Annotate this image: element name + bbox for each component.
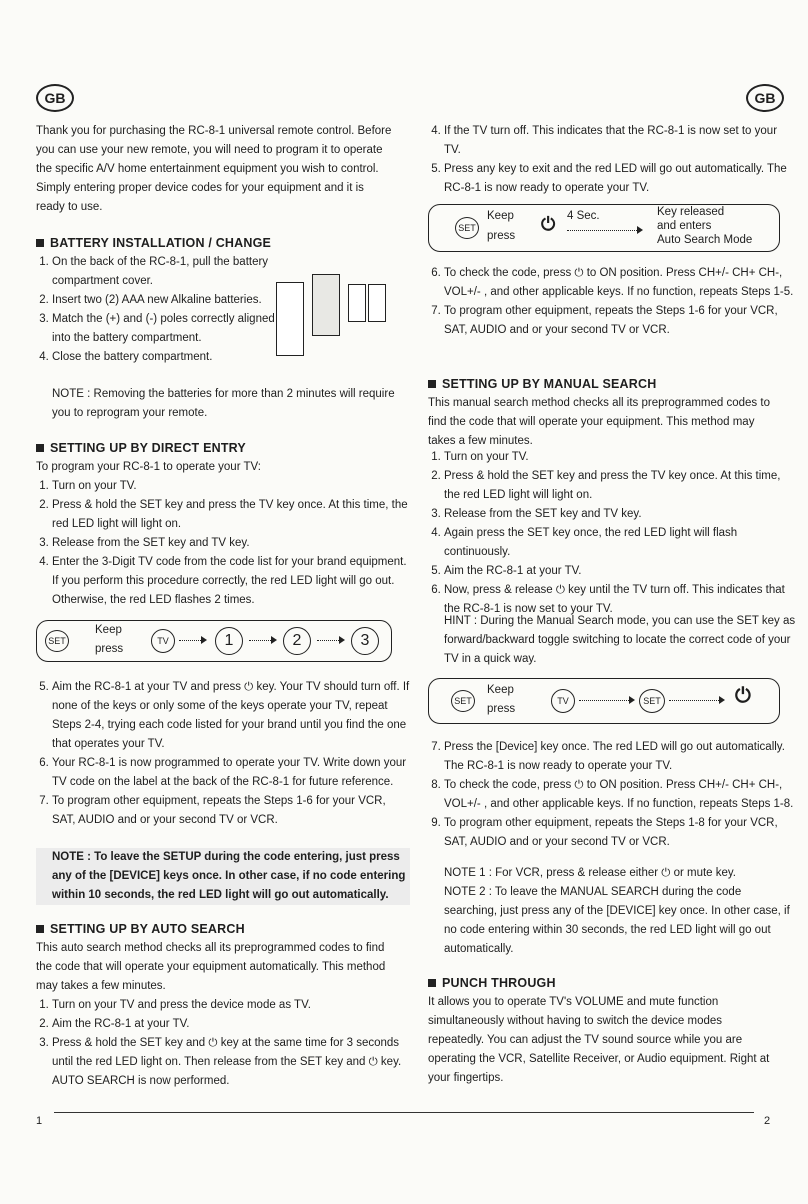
arrow-icon [669,700,723,701]
seconds-label: 4 Sec. [567,210,600,222]
list-item: 8. To check the code, press ⏻ to ON position. Press CH+/- CH+ CH-, VOL+/- , and other applicable keys. If no function, repeats Steps 1-8. [444,776,796,814]
press-label: press [487,703,516,715]
set-key-icon: SET [451,690,475,712]
battery-illustration [276,260,391,365]
arrow-icon [579,700,633,701]
note-1: NOTE 1 : For VCR, press & release either ⏻ or mute key. [444,867,737,879]
manual-steps [428,448,796,619]
manual-search-diagram [428,678,780,724]
set-key-icon: SET [639,689,665,713]
list-item: 1. Turn on your TV and press the device mode as TV. [52,996,410,1015]
list-item: 3. Press & hold the SET key and ⏻ key at the same time for 3 seconds until the red LED light on. Then release from the SET key and ⏻ key. AUTO SEARCH is now performed. [52,1034,410,1091]
enters-label: and enters [657,220,712,232]
keep-label: Keep [95,624,122,636]
set-key-icon: SET [45,630,69,652]
punch-text: It allows you to operate TV's VOLUME and mute function simultaneously without having to switch the device modes repeatedly. You can adjust the TV sound source while you are operating the VCR, Satellite Receiver, or Audio equipment. Right at your fingertips. [428,996,770,1084]
auto-search-mode-label: Auto Search Mode [657,234,753,246]
direct-steps-cont [36,678,410,830]
gb-badge-right: GB [746,84,784,112]
list-item: 3. Release from the SET key and TV key. [52,534,410,553]
direct-intro: To program your RC-8-1 to operate your TV: [36,461,261,473]
list-item: 4. Close the battery compartment. [52,348,282,367]
manual-intro: This manual search method checks all its preprogrammed codes to find the code that will operate your equipment. This method may takes a few minutes. [428,397,770,447]
arrow-icon [249,640,275,641]
manual-steps-cont [428,738,796,852]
battery-heading: BATTERY INSTALLATION / CHANGE [36,234,394,253]
arrow-icon [567,230,641,231]
auto-steps-cont2 [428,264,796,340]
list-item: 6. Your RC-8-1 is now programmed to operate your TV. Write down your TV code on the label at the back of the RC-8-1 for future reference. [52,754,410,792]
list-item: 3. Release from the SET key and TV key. [444,505,796,524]
list-item: 4. Enter the 3-Digit TV code from the code list for your brand equipment. If you perform this procedure correctly, the red LED light will go out. Otherwise, the red LED flashes 2 times. [52,553,410,610]
list-item: 1. Turn on your TV. [52,477,410,496]
list-item: 6. To check the code, press ⏻ to ON position. Press CH+/- CH+ CH-, VOL+/- , and other applicable keys. If no function, repeats Steps 1-5. [444,264,796,302]
list-item: 7. To program other equipment, repeats the Steps 1-6 for your VCR, SAT, AUDIO and or your second TV or VCR. [444,302,796,340]
list-item: 7. To program other equipment, repeats the Steps 1-6 for your VCR, SAT, AUDIO and or your second TV or VCR. [52,792,410,830]
list-item: 3. Match the (+) and (-) poles correctly aligned into the battery compartment. [52,310,282,348]
page-number-left: 1 [36,1115,43,1127]
list-item: 6. Now, press & release ⏻ key until the TV turn off. This indicates that the RC-8-1 is now set to your TV. [444,581,796,619]
auto-search-diagram [428,204,780,252]
battery-steps [36,253,282,367]
direct-steps [36,477,410,610]
list-item: 2. Press & hold the SET key and press the TV key once. At this time, the red LED light will light on. [444,467,796,505]
digit-1-icon: 1 [215,627,243,655]
keep-label: Keep [487,210,514,222]
arrow-icon [179,640,205,641]
page-number-right: 2 [764,1115,771,1127]
tv-key-icon: TV [551,689,575,713]
auto-steps [36,996,410,1091]
direct-entry-diagram [36,620,392,662]
auto-intro: This auto search method checks all its preprogrammed codes to find the code that will operate your equipment automatically. This method may takes a few minutes. [36,942,386,992]
list-item: 9. To program other equipment, repeats the Steps 1-8 for your VCR, SAT, AUDIO and or your second TV or VCR. [444,814,796,852]
auto-steps-cont [428,122,796,198]
list-item: 5. Aim the RC-8-1 at your TV. [444,562,796,581]
press-label: press [95,643,124,655]
punch-heading: PUNCH THROUGH [428,974,780,993]
list-item: 1. On the back of the RC-8-1, pull the battery compartment cover. [52,253,282,291]
note-2: NOTE 2 : To leave the MANUAL SEARCH during the code searching, just press any of the [DEVICE] key once. In other case, if no code entering within 30 seconds, the red LED light will go out automatically. [444,886,790,955]
power-icon: ⏻ [541,214,556,234]
direct-note: NOTE : To leave the SETUP during the code entering, just press any of the [DEVICE] keys once. In other case, if no code entering within 10 seconds, the red LED light will go out automatically. [36,848,410,905]
digit-3-icon: 3 [351,627,379,655]
list-item: 2. Aim the RC-8-1 at your TV. [52,1015,410,1034]
power-icon: ⏻ [735,685,751,707]
list-item: 5. Press any key to exit and the red LED will go out automatically. The RC-8-1 is now ready to operate your TV. [444,160,796,198]
list-item: 2. Press & hold the SET key and press the TV key once. At this time, the red LED light will light on. [52,496,410,534]
list-item: 7. Press the [Device] key once. The red LED will go out automatically. The RC-8-1 is now ready to operate your TV. [444,738,796,776]
tv-key-icon: TV [151,629,175,653]
intro-text: Thank you for purchasing the RC-8-1 universal remote control. Before you can use your new remote, you will need to program it to operate the specific A/V home entertainment equipment you wish to control. Simply entering proper device codes for your equipment and it is ready to use. [36,125,392,213]
gb-badge-left: GB [36,84,74,112]
digit-2-icon: 2 [283,627,311,655]
battery-note: NOTE : Removing the batteries for more than 2 minutes will require you to reprogram your remote. [52,388,395,419]
footer-rule [54,1112,754,1113]
list-item: 1. Turn on your TV. [444,448,796,467]
auto-heading: SETTING UP BY AUTO SEARCH [36,920,394,939]
hint-text: HINT : During the Manual Search mode, you can use the SET key as forward/backward toggle switching to locate the correct code of your TV in a quick way. [444,615,796,665]
list-item: 4. Again press the SET key once, the red LED light will flash continuously. [444,524,796,562]
list-item: 2. Insert two (2) AAA new Alkaline batteries. [52,291,282,310]
list-item: 4. If the TV turn off. This indicates that the RC-8-1 is now set to your TV. [444,122,796,160]
direct-heading: SETTING UP BY DIRECT ENTRY [36,439,394,458]
list-item: 5. Aim the RC-8-1 at your TV and press ⏻ key. Your TV should turn off. If none of the keys or only some of the keys operate your TV, repeat Steps 2-4, trying each code listed for your brand until you find the one that operates your TV. [52,678,410,754]
set-key-icon: SET [455,217,479,239]
keep-label: Keep [487,684,514,696]
arrow-icon [317,640,343,641]
key-released-label: Key released [657,206,725,218]
press-label: press [487,230,516,242]
manual-heading: SETTING UP BY MANUAL SEARCH [428,375,780,394]
